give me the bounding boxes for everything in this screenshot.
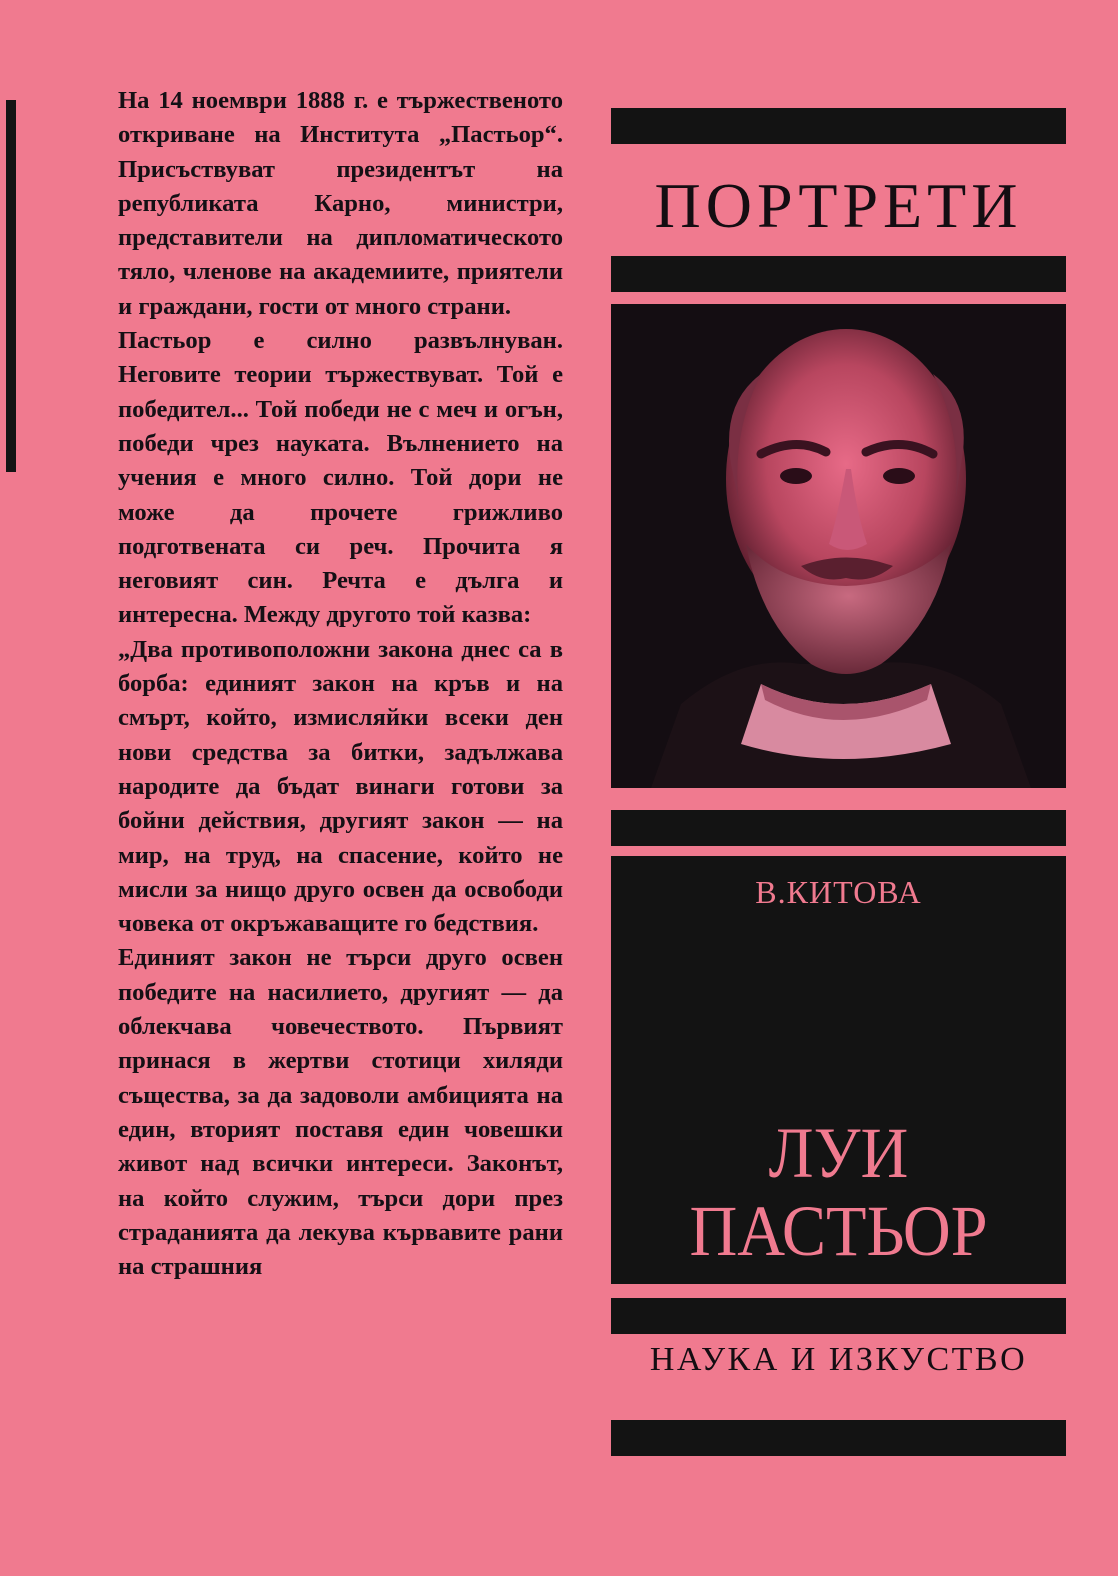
paragraph-1: На 14 ноември 1888 г. е тържественото откриване на Института „Пастьор“. Присъствуват президентът на републиката Карно, министри, представители на дипломатическото тяло, членове на академиите, приятели и граждани, гости от много страни. [118, 87, 563, 320]
book-title [629, 1114, 1048, 1270]
spine-edge-mark [6, 100, 16, 472]
paragraph-4: Единият закон не търси друго освен победите на насилието, другият — да облекчава човечеството. Първият принася в жертви стотици хиляди същества, за да задоволи амбицията на един, вторият поставя един човешки живот над всички интереси. Законът, на който служим, търси дори през страданията да лекува кървавите рани на страшния [118, 944, 563, 1281]
paragraph-2: Пастьор е силно развълнуван. Неговите теории тържествуват. Той е победител... Той победи не с меч и огън, победи чрез науката. Вълнението на учения е много силно. Той дори не може да прочете грижливо подготвената си реч. Прочита я неговият син. Речта е дълга и интересна. Между другото той казва: [118, 327, 563, 629]
publisher-name: НАУКА И ИЗКУСТВО [649, 1341, 1028, 1378]
black-bar-2 [611, 256, 1066, 292]
book-title-line-2: ПАСТЬОР [689, 1191, 988, 1271]
black-bar-bottom [611, 1420, 1066, 1456]
book-title-line-1: ЛУИ [768, 1113, 909, 1193]
black-bar-4 [611, 1298, 1066, 1334]
portrait-photo-icon [611, 304, 1066, 788]
back-cover-text [118, 84, 563, 1284]
black-bar-3 [611, 810, 1066, 846]
author-name: В.КИТОВА [755, 874, 922, 910]
title-panel [611, 856, 1066, 1284]
series-title: ПОРТРЕТИ [654, 170, 1023, 241]
black-bar-top [611, 108, 1066, 144]
front-cover [611, 108, 1066, 1480]
paragraph-3: „Два противоположни закона днес са в борба: единият закон на кръв и на смърт, който, измисляйки всеки ден нови средства за битки, задължава народите да бъдат винаги готови за бойни действия, другият закон — на мир, на труд, на спасение, който не мисли за нищо друго освен да освободи човека от окръжаващите го бедствия. [118, 635, 563, 938]
